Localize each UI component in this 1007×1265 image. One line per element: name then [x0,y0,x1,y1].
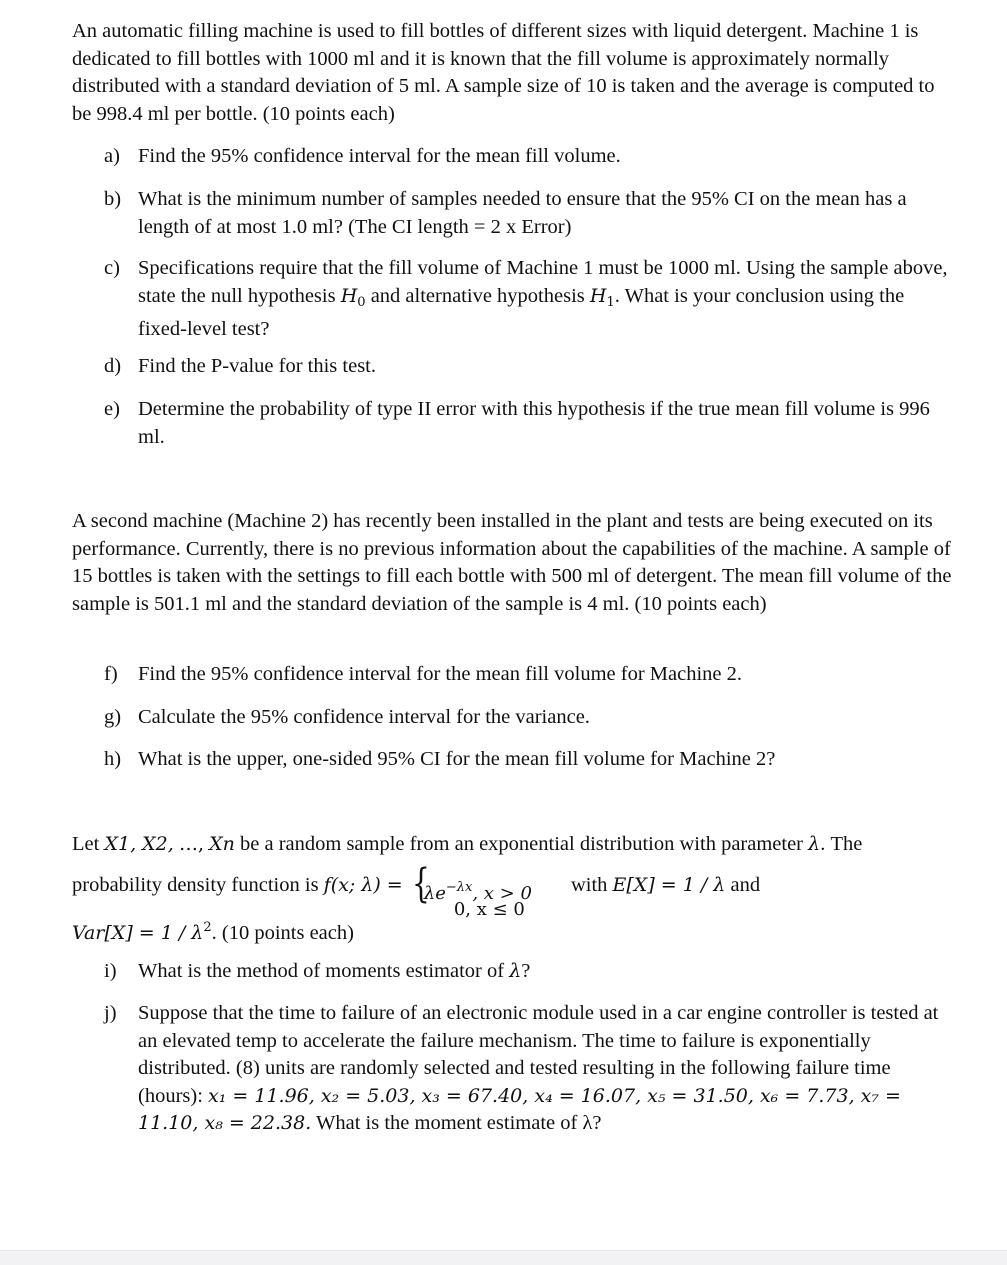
alt-hypothesis-symbol: $H_1$ [589,284,615,310]
question-label: g) [104,706,122,728]
pdf-lhs: f(x; λ) = [323,874,403,896]
question-text: Determine the probability of type II error with this hypothesis if the true mean fill volume is 996 ml. [138,398,930,448]
question-label: f) [104,663,118,685]
exponential-pdf-line: probability density function is f(x; λ) = { $\lambda e^{-\lambda x}$, x > 0 0, x ≤ 0 with E[X] = 1 / λ and [72,861,761,921]
question-text: Suppose that the time to failure of an electronic module used in a car engine controller is tested at an elevated temp to accelerate the failure mechanism. The time to failure is exponentially distributed. (8) units are randomly selected and tested resulting in the following failure time (hours): x₁ = 11.96, x₂ = 5.03, x₃ = 67.40, x₄ = 16.07, x₅ = 31.50, x₆ = 7.73, x₇ = 11.10, x₈ = 22.38. What is the moment estimate of λ? [138,1002,939,1134]
question-text: What is the minimum number of samples needed to ensure that the 95% CI on the mean has a length of at most 1.0 ml? (The CI length = 2 x Error) [138,188,907,238]
question-label: h) [104,748,122,770]
question-text: Find the P-value for this test. [138,355,377,377]
question-text: Specifications require that the fill volume of Machine 1 must be 1000 ml. Using the sample above, state the null hypothesis $H_0$ and alternative hypothesis $H_1$. What is your conclusion using the fixed-level test? [138,257,948,340]
question-d [104,353,954,381]
machine2-intro: A second machine (Machine 2) has recently been installed in the plant and tests are being executed on its performance. Currently, there is no previous information about the capabilities of the machine. A sample of 15 bottles is taken with the settings to fill each bottle with 500 ml of detergent. The mean fill volume of the sample is 501.1 ml and the standard deviation of the sample is 4 ml. (10 points each) [72,510,952,615]
question-text: Find the 95% confidence interval for the mean fill volume. [138,145,621,167]
piecewise-definition: { $\lambda e^{-\lambda x}$, x > 0 0, x ≤ 0 [411,861,532,921]
exponential-intro-line1: Let X1, X2, …, Xn be a random sample from an exponential distribution with parameter λ. The [72,833,863,855]
question-label: b) [104,188,122,210]
question-g [104,704,954,732]
question-text: Calculate the 95% confidence interval for the variance. [138,706,590,728]
question-label: c) [104,257,120,279]
question-e [104,396,954,451]
question-text: What is the method of moments estimator of λ? [138,960,531,982]
question-label: d) [104,355,122,377]
question-f [104,661,954,689]
exponential-variance-line: $Var[X] = 1 / \lambda^2$. (10 points each) [72,920,354,944]
failure-times: x₁ = 11.96, x₂ = 5.03, x₃ = 67.40, x₄ = 16.07, x₅ = 31.50, x₆ = 7.73, x₇ = 11.10, x₈ = 22.38. [138,1084,901,1134]
question-a [104,143,954,171]
question-i [104,958,954,986]
machine1-intro: An automatic filling machine is used to fill bottles of different sizes with liquid detergent. Machine 1 is dedicated to fill bottles with 1000 ml and it is known that the fill volume is approximately normally distributed with a standard deviation of 5 ml. A sample size of 10 is taken and the average is computed to be 998.4 ml per bottle. (10 points each) [72,20,935,125]
question-text: Find the 95% confidence interval for the mean fill volume for Machine 2. [138,663,742,685]
question-j [104,1000,954,1138]
question-label: a) [104,145,120,167]
question-label: e) [104,398,120,420]
question-label: i) [104,960,117,982]
bottom-scroll-edge [0,1250,1007,1265]
question-h [104,746,954,774]
question-b [104,186,954,241]
question-label: j) [104,1002,117,1024]
question-c [104,255,954,344]
null-hypothesis-symbol: $H_0$ [340,284,366,310]
brace-glyph: { [411,861,430,908]
question-text: What is the upper, one-sided 95% CI for the mean fill volume for Machine 2? [138,748,776,770]
